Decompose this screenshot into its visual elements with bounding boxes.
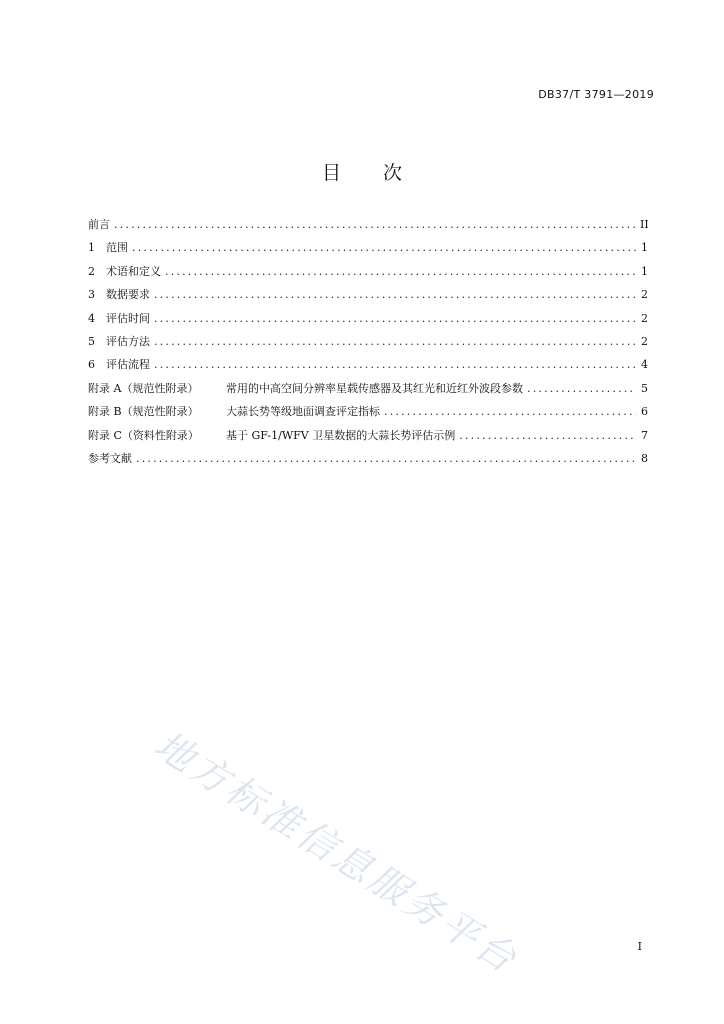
toc-entry-number: 1 [88, 241, 95, 255]
toc-leader-dots [154, 335, 636, 348]
toc-entry-1[interactable] [88, 239, 648, 262]
toc-entry-page: II [640, 218, 649, 231]
toc-entry-label: 范围 [106, 241, 128, 255]
toc-entry-4[interactable] [88, 310, 648, 333]
toc-entry-label: 术语和定义 [106, 264, 161, 278]
toc-leader-dots [165, 265, 636, 278]
toc-entry-label: 评估流程 [106, 358, 150, 372]
toc-leader-dots [154, 358, 636, 371]
standard-code: DB37/T 3791—2019 [538, 88, 654, 101]
toc-entry-5[interactable] [88, 333, 648, 356]
toc-entry-page: 7 [641, 428, 648, 442]
toc-entry-page: 4 [641, 358, 648, 372]
toc-entry-number: 4 [88, 311, 95, 325]
toc-title: 目 次 [321, 162, 421, 184]
toc-entry-label: 评估时间 [106, 311, 150, 325]
annex-title: 常用的中高空间分辨率星载传感器及其红光和近红外波段参数 [226, 381, 523, 395]
toc-entry-3[interactable] [88, 286, 648, 309]
page-number: I [637, 940, 642, 953]
annex-prefix: 附录 A（规范性附录） [88, 381, 199, 395]
toc-annex-label [88, 427, 455, 443]
toc-entry-page: 2 [641, 288, 648, 302]
toc-entry-page: 5 [641, 381, 648, 395]
toc-entry-page: 6 [641, 405, 648, 419]
table-of-contents [88, 216, 648, 473]
annex-prefix: 附录 C（资料性附录） [88, 428, 199, 442]
toc-entry-number: 3 [88, 288, 95, 302]
annex-prefix: 附录 B（规范性附录） [88, 405, 199, 419]
toc-entry-references[interactable] [88, 450, 648, 473]
toc-entry-annex-c[interactable] [88, 427, 648, 450]
toc-entry-page: 1 [641, 264, 648, 278]
toc-entry-number: 6 [88, 358, 95, 372]
toc-entry-annex-a[interactable] [88, 380, 648, 403]
toc-entry-label: 前言 [88, 218, 110, 231]
toc-entry-page: 8 [641, 451, 648, 465]
toc-entry-foreword[interactable] [88, 216, 648, 239]
annex-title: 大蒜长势等级地面调查评定指标 [226, 405, 380, 419]
toc-entry-label: 数据要求 [106, 288, 150, 302]
toc-entry-number: 2 [88, 264, 95, 278]
toc-annex-label [88, 403, 380, 419]
toc-entry-number: 5 [88, 334, 95, 348]
toc-leader-dots [154, 312, 636, 325]
toc-leader-dots [527, 382, 636, 395]
toc-entry-2[interactable] [88, 263, 648, 286]
toc-annex-label [88, 380, 523, 396]
watermark: 地方标准信息服务平台 [146, 722, 527, 983]
toc-leader-dots [136, 452, 636, 465]
annex-title: 基于 GF-1/WFV 卫星数据的大蒜长势评估示例 [226, 428, 456, 442]
toc-entry-page: 1 [641, 241, 648, 255]
toc-leader-dots [154, 288, 636, 301]
toc-leader-dots [114, 218, 636, 231]
toc-leader-dots [132, 241, 636, 254]
toc-entry-6[interactable] [88, 356, 648, 379]
toc-entry-label: 参考文献 [88, 451, 132, 465]
toc-entry-annex-b[interactable] [88, 403, 648, 426]
toc-entry-page: 2 [641, 311, 648, 325]
toc-leader-dots [384, 405, 636, 418]
toc-entry-page: 2 [641, 334, 648, 348]
toc-entry-label: 评估方法 [106, 334, 150, 348]
toc-leader-dots [459, 429, 636, 442]
